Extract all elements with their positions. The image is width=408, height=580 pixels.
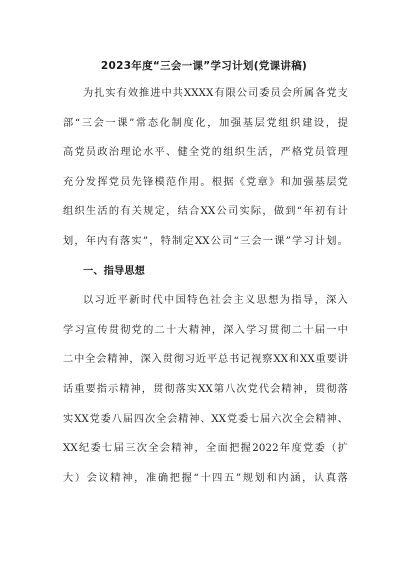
section-line: XX纪委七届三次全会精神，全面把握2022年度党委（扩 bbox=[63, 443, 348, 455]
section-line: 学习宣传贯彻党的二十大精神，深入学习贯彻二十届一中 bbox=[63, 324, 348, 336]
intro-line: 组织生活的有关规定，结合XX公司实际，做到“年初有计 bbox=[63, 206, 348, 218]
intro-line: 充分发挥党员先锋模范作用。根据《党章》和加强基层党 bbox=[63, 176, 348, 188]
section-heading: 一、指导思想 bbox=[83, 265, 146, 277]
section-line: 实XX党委八届四次全会精神、XX党委七届六次全会精神、 bbox=[63, 413, 348, 425]
section-line: 话重要指示精神，贯彻落实XX第八次党代会精神，贯彻落 bbox=[63, 383, 348, 395]
intro-line: 高党员政治理论水平、健全党的组织生活，严格党员管理 bbox=[63, 147, 348, 159]
section-line: 以习近平新时代中国特色社会主义思想为指导，深入 bbox=[83, 295, 348, 307]
intro-line: 部“三会一课”常态化制度化，加强基层党组织建设，提 bbox=[63, 117, 348, 129]
section-line: 大）会议精神，准确把握“十四五”规划和内涵，认真落 bbox=[63, 472, 348, 484]
intro-line: 划，年内有落实”，特制定XX公司“三会一课”学习计划。 bbox=[63, 235, 348, 247]
intro-line: 为扎实有效推进中共XXXX有限公司委员会所属各党支 bbox=[83, 88, 348, 99]
section-line: 二中全会精神，深入贯彻习近平总书记视察XX和XX重要讲 bbox=[63, 354, 348, 366]
document-title: 2023年度“三会一课”学习计划(党课讲稿) bbox=[100, 60, 308, 72]
document-body bbox=[63, 79, 348, 493]
